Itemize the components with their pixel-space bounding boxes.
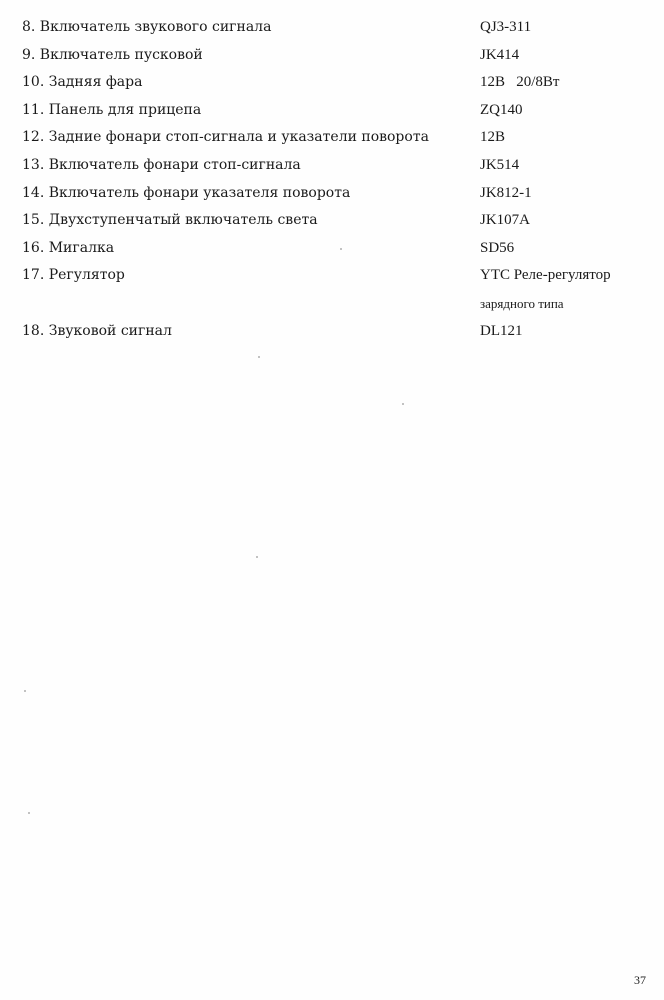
list-item xyxy=(22,235,642,263)
item-name: 11. Панель для прицепа xyxy=(22,101,202,118)
list-item xyxy=(22,262,642,318)
scan-speck xyxy=(28,812,30,814)
item-name: 14. Включатель фонари указателя поворота xyxy=(22,184,351,201)
item-spec: DL121 xyxy=(480,323,523,340)
scan-speck xyxy=(340,248,342,250)
list-item xyxy=(22,152,642,180)
item-spec: JK107A xyxy=(480,212,531,229)
item-spec-line1: YTC Реле-регулятор xyxy=(480,267,611,284)
item-name: 9. Включатель пусковой xyxy=(22,46,203,63)
scan-speck xyxy=(24,690,26,692)
item-name: 12. Задние фонари стоп-сигнала и указатели поворота xyxy=(22,129,429,146)
list-item xyxy=(22,207,642,235)
scan-speck xyxy=(256,556,258,558)
scan-speck xyxy=(402,403,404,405)
scan-speck xyxy=(258,356,260,358)
item-name: 16. Мигалка xyxy=(22,239,115,256)
list-item xyxy=(22,14,642,42)
item-name: 18. Звуковой сигнал xyxy=(22,323,172,340)
item-spec: JK414 xyxy=(480,46,520,63)
item-name: 10. Задняя фара xyxy=(22,74,143,91)
page-number: 37 xyxy=(634,973,646,987)
item-spec-line2: зарядного типа xyxy=(480,295,564,311)
list-item xyxy=(22,318,642,346)
item-spec: 12В xyxy=(480,129,506,146)
list-item xyxy=(22,180,642,208)
list-item xyxy=(22,69,642,97)
item-spec: JK514 xyxy=(480,156,520,173)
item-name: 17. Регулятор xyxy=(22,267,125,284)
item-name: 13. Включатель фонари стоп-сигнала xyxy=(22,156,301,173)
item-name: 8. Включатель звукового сигнала xyxy=(22,19,272,35)
item-spec: QJ3-311 xyxy=(480,19,532,35)
item-spec: 12В 20/8Вт xyxy=(480,74,560,91)
component-list xyxy=(22,14,642,346)
list-item xyxy=(22,97,642,125)
item-spec: ZQ140 xyxy=(480,101,523,118)
list-item xyxy=(22,42,642,70)
list-item xyxy=(22,124,642,152)
item-spec: SD56 xyxy=(480,239,515,256)
item-spec: JK812-1 xyxy=(480,184,532,201)
item-spec xyxy=(480,262,611,312)
item-name: 15. Двухступенчатый включатель света xyxy=(22,212,318,229)
